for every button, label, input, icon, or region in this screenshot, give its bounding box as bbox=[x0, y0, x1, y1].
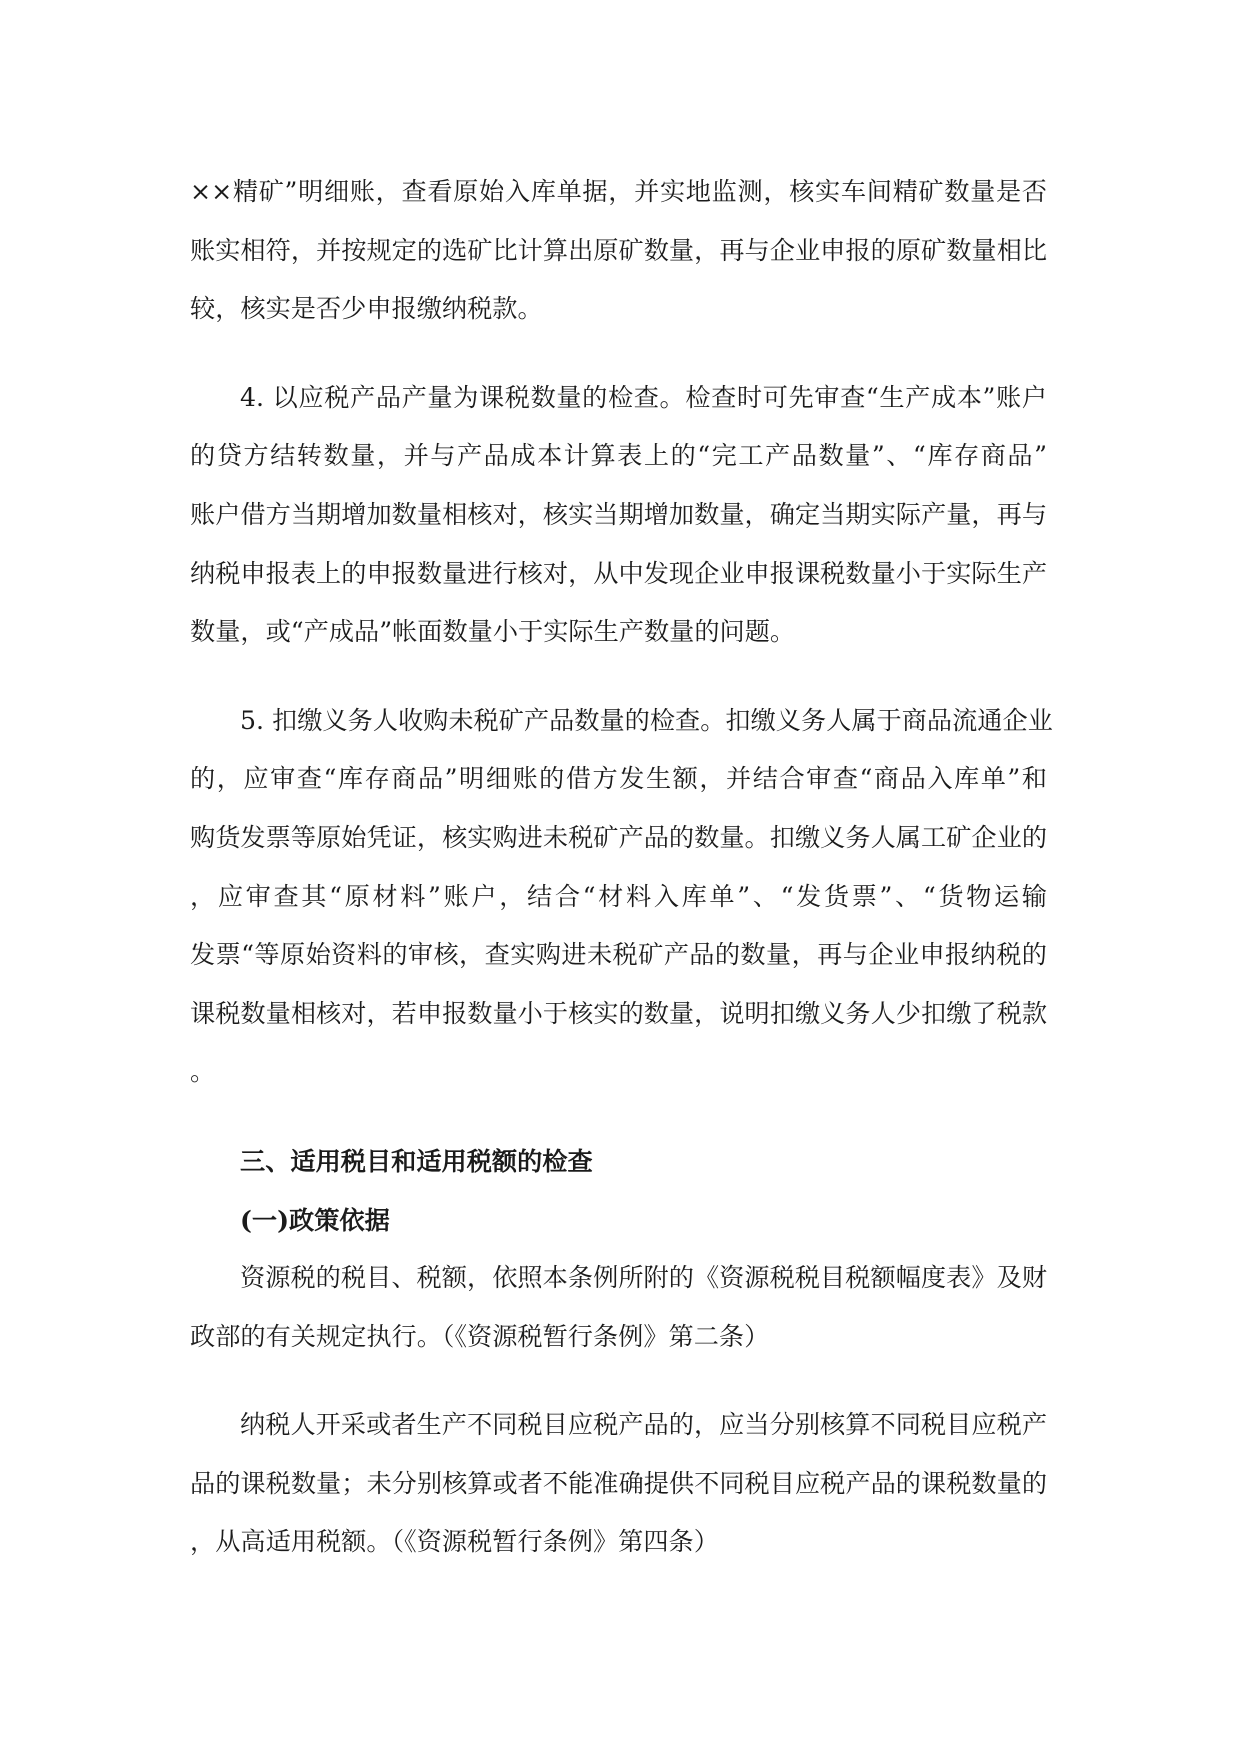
policy-paragraph-1 bbox=[190, 1249, 1047, 1366]
text-line: 资源税的税目、税额，依照本条例所附的《资源税税目税额幅度表》及财 bbox=[240, 1263, 1047, 1293]
paragraph-item-4 bbox=[190, 369, 1047, 662]
text-line: 政部的有关规定执行。（《资源税暂行条例》第二条） bbox=[190, 1321, 770, 1351]
text-line: 4. 以应税产品产量为课税数量的检查。检查时可先审查“生产成本”账户 bbox=[240, 382, 1047, 412]
text-line: 较，核实是否少申报缴纳税款。 bbox=[190, 294, 543, 324]
text-line: 购货发票等原始凭证，核实购进未税矿产品的数量。扣缴义务人属工矿企业的 bbox=[190, 822, 1047, 852]
text-line: 。 bbox=[190, 1057, 216, 1087]
text-line: 的，应审查“库存商品”明细账的借方发生额，并结合审查“商品入库单”和 bbox=[190, 764, 1047, 794]
text-line: 账户借方当期增加数量相核对，核实当期增加数量，确定当期实际产量，再与 bbox=[190, 499, 1047, 529]
text-line: 5. 扣缴义务人收购未税矿产品数量的检查。扣缴义务人属于商品流通企业 bbox=[240, 705, 1053, 735]
text-line: ××精矿”明细账，查看原始入库单据，并实地监测，核实车间精矿数量是否 bbox=[190, 177, 1047, 206]
text-line: 账实相符，并按规定的选矿比计算出原矿数量，再与企业申报的原矿数量相比 bbox=[190, 235, 1047, 265]
subheading bbox=[190, 1191, 1047, 1250]
policy-paragraph-2 bbox=[190, 1396, 1047, 1572]
section-heading bbox=[190, 1132, 1047, 1191]
text-line: 的贷方结转数量，并与产品成本计算表上的“完工产品数量”、“库存商品” bbox=[190, 441, 1047, 471]
text-line: ，从高适用税额。（《资源税暂行条例》第四条） bbox=[190, 1527, 719, 1557]
text-line: 数量，或“产成品”帐面数量小于实际生产数量的问题。 bbox=[190, 617, 796, 647]
subheading-text: (一)政策依据 bbox=[240, 1204, 390, 1235]
text-line: 纳税人开采或者生产不同税目应税产品的，应当分别核算不同税目应税产 bbox=[240, 1410, 1047, 1440]
text-line: 品的课税数量；未分别核算或者不能准确提供不同税目应税产品的课税数量的 bbox=[190, 1468, 1047, 1498]
document-page bbox=[190, 163, 1053, 1572]
text-line: 发票“等原始资料的审核，查实购进未税矿产品的数量，再与企业申报纳税的 bbox=[190, 940, 1047, 970]
text-line: ，应审查其“原材料”账户，结合“材料入库单”、“发货票”、“货物运输 bbox=[190, 881, 1047, 911]
paragraph-ore-quantity-check bbox=[190, 163, 1047, 339]
section-heading-text: 三、适用税目和适用税额的检查 bbox=[240, 1145, 593, 1176]
paragraph-item-5 bbox=[190, 692, 1053, 1102]
text-line: 课税数量相核对，若申报数量小于核实的数量，说明扣缴义务人少扣缴了税款 bbox=[190, 998, 1047, 1028]
text-line: 纳税申报表上的申报数量进行核对，从中发现企业申报课税数量小于实际生产 bbox=[190, 558, 1047, 588]
